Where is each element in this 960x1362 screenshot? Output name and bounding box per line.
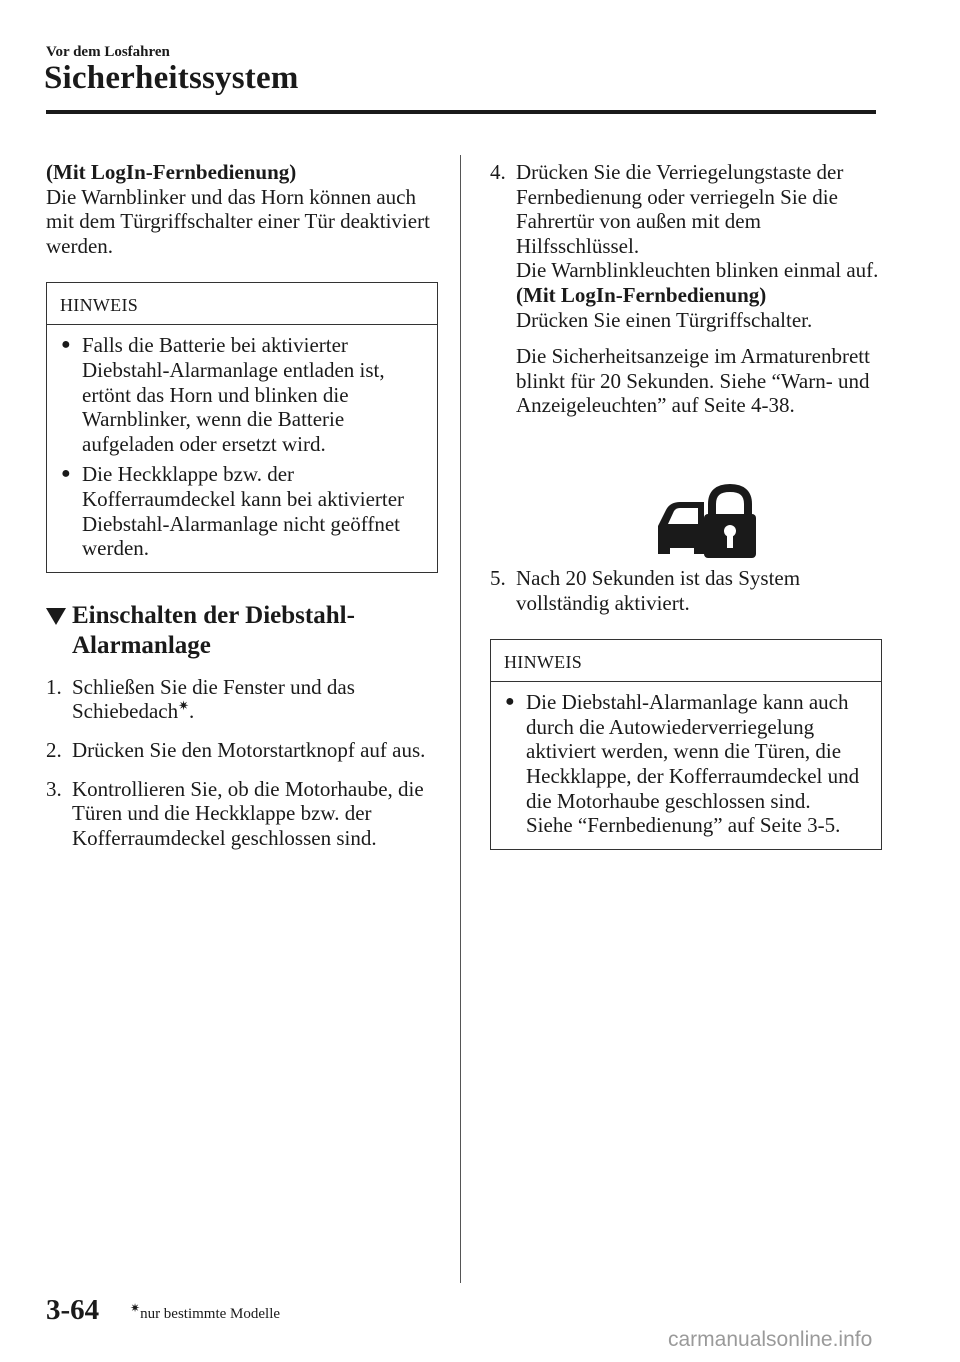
- login-heading: (Mit LogIn-Fernbedienung): [46, 160, 297, 184]
- step-text-secondary: Die Warnblinkleuchten blinken einmal auf.: [516, 258, 879, 283]
- note-item: [60, 333, 427, 456]
- step-1: [46, 675, 438, 724]
- step-text-main: Schließen Sie die Fenster und das Schiebedach: [72, 674, 355, 724]
- step-number: 3.: [46, 776, 62, 801]
- security-indicator: [516, 444, 882, 562]
- step-4: [490, 160, 882, 562]
- step-number: 5.: [490, 565, 506, 590]
- note-item: [60, 462, 427, 560]
- note-heading: HINWEIS: [491, 640, 881, 682]
- security-indicator-icon: [652, 484, 758, 560]
- note-box: [46, 282, 438, 572]
- section-title: Einschalten der Diebstahl-Alarmanlage: [72, 601, 355, 659]
- note-item-text: [526, 690, 871, 838]
- footer-note-text: nur bestimmte Modelle: [140, 1306, 281, 1322]
- section-heading: [46, 601, 438, 661]
- note-body: [491, 682, 881, 849]
- note-box: [490, 639, 882, 850]
- step-text: Drücken Sie den Motorstartknopf auf aus.: [72, 737, 426, 762]
- section-label: Vor dem Losfahren: [46, 44, 170, 60]
- step-text: Kontrollieren Sie, ob die Motorhaube, die Türen und die Heckklappe bzw. der Kofferraumdeckel geschlossen sind.: [72, 776, 424, 850]
- step-text-tail: .: [189, 699, 195, 724]
- step-2: [46, 738, 438, 763]
- note-body: [47, 325, 437, 571]
- step-number: 2.: [46, 737, 62, 762]
- step-text: [72, 675, 438, 724]
- login-text: Die Warnblinker und das Horn können auch mit dem Türgriffschalter einer Tür deaktiviert werden.: [46, 184, 430, 258]
- note-heading: HINWEIS: [47, 283, 437, 325]
- step-text: Nach 20 Sekunden ist das System vollständig aktiviert.: [516, 565, 801, 615]
- header-divider: [46, 110, 876, 114]
- note-item-main: Die Diebstahl-Alarmanlage kann auch durch die Autowiederverriegelung aktiviert werden, wenn die Türen, die Heckklappe, der Kofferraumdeckel und die Motorhaube geschlossen sind.: [526, 690, 860, 813]
- optional-mark: ✷: [178, 698, 190, 714]
- right-column: [490, 160, 882, 850]
- bullet-icon: ●: [505, 693, 515, 711]
- step-number: 4.: [490, 160, 506, 184]
- login-text: Drücken Sie einen Türgriffschalter.: [516, 307, 813, 332]
- left-column: [46, 160, 438, 850]
- note-item: [504, 690, 871, 838]
- login-heading: (Mit LogIn-Fernbedienung): [516, 282, 767, 307]
- page-title: Sicherheitssystem: [44, 60, 299, 96]
- triangle-down-icon: [46, 601, 72, 661]
- note-item-text: Die Heckklappe bzw. der Kofferraumdeckel kann bei aktivierter Diebstahl-Alarmanlage nicht geöffnet werden.: [82, 462, 405, 561]
- bullet-icon: ●: [61, 465, 71, 483]
- step-3: [46, 777, 438, 851]
- step-text: Drücken Sie die Verriegelungstaste der Fernbedienung oder verriegeln Sie die Fahrertür von außen mit dem Hilfsschlüssel.: [516, 160, 844, 258]
- column-divider: [460, 155, 461, 1283]
- step-number: 1.: [46, 674, 62, 699]
- step-body: [516, 160, 882, 562]
- note-item-reference: Siehe “Fernbedienung” auf Seite 3-5.: [526, 813, 841, 838]
- note-item-text: Falls die Batterie bei aktivierter Diebstahl-Alarmanlage entladen ist, ertönt das Horn und blinken die Warnblinker, wenn die Batterie aufgeladen oder ersetzt wird.: [82, 333, 385, 456]
- page-number: 3-64: [46, 1294, 100, 1326]
- bullet-icon: ●: [61, 336, 71, 354]
- footer-note: [130, 1301, 281, 1323]
- step-5: [490, 566, 882, 615]
- optional-mark: ✷: [130, 1301, 141, 1315]
- indicator-text: Die Sicherheitsanzeige im Armaturenbrett blinkt für 20 Sekunden. Siehe “Warn- und Anzeigeleuchten” auf Seite 4-38.: [516, 344, 870, 418]
- watermark: carmanualsonline.info: [668, 1328, 873, 1351]
